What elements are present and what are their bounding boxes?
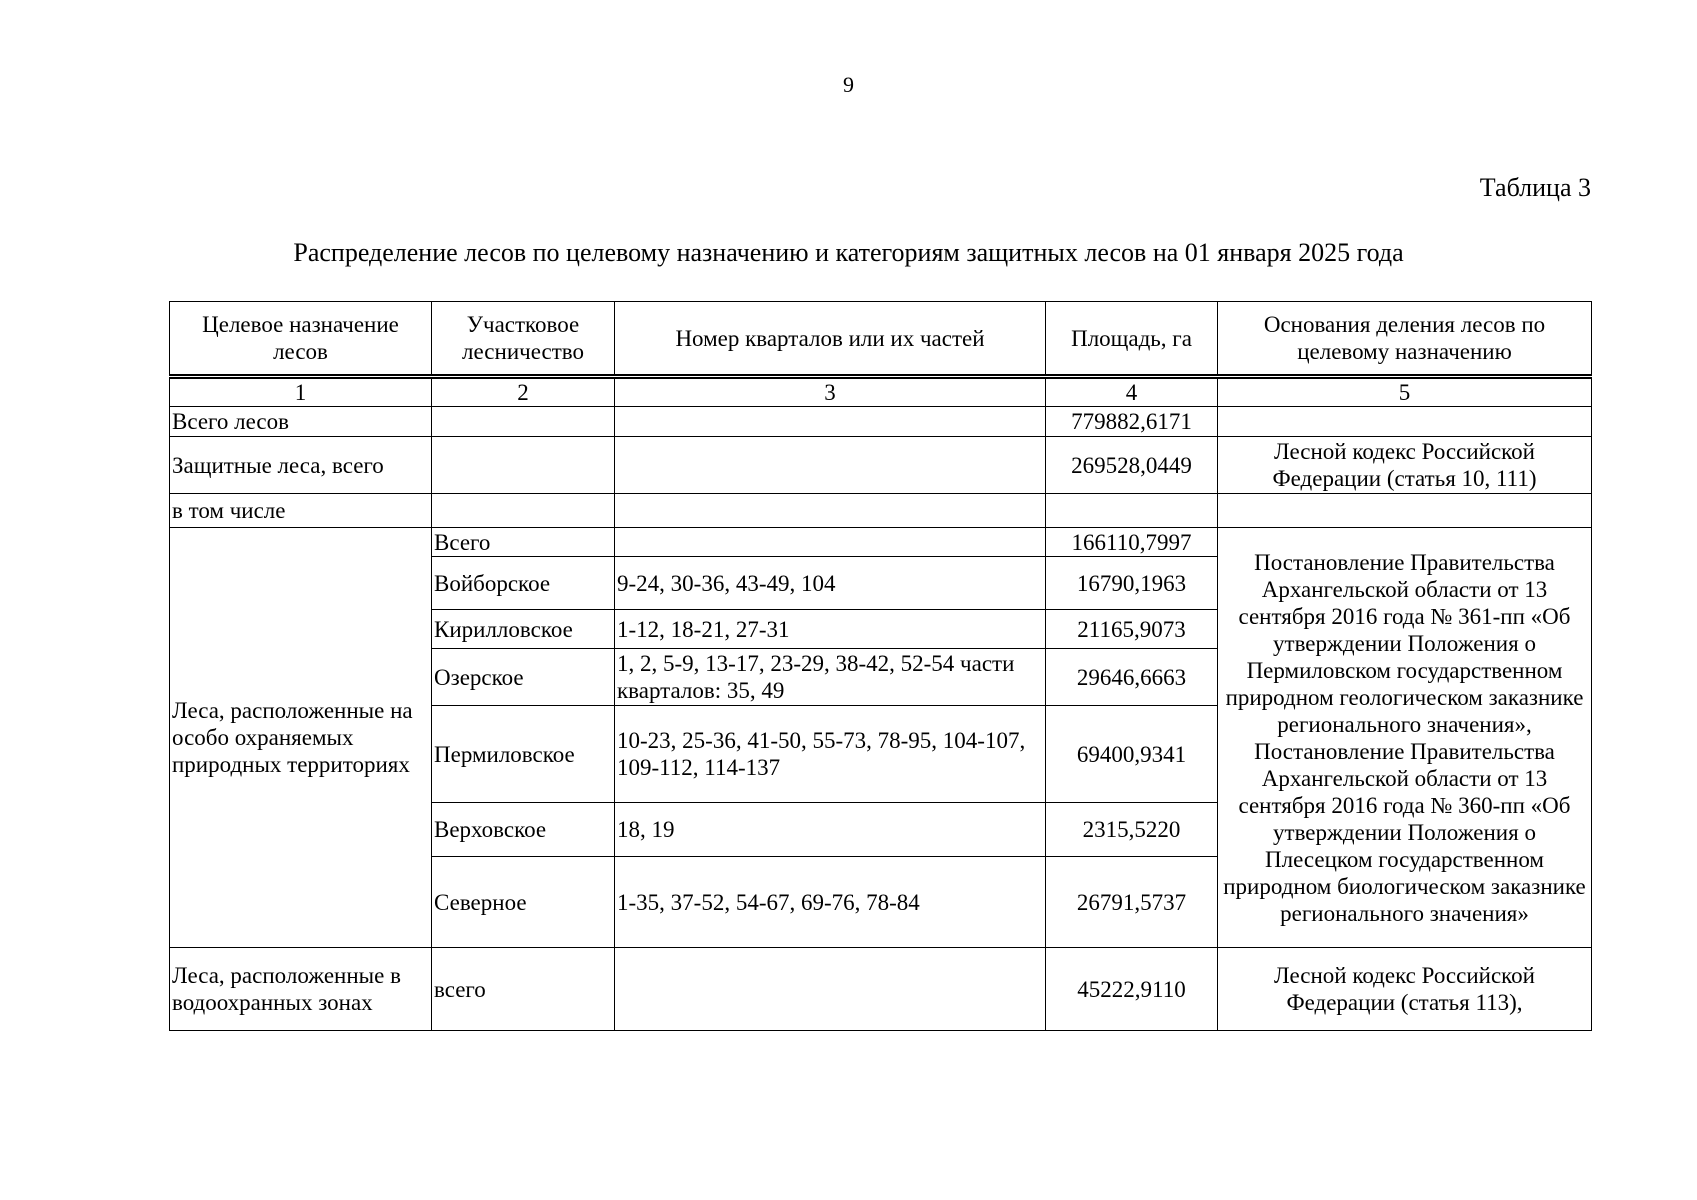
basis-cell: Лесной кодекс Российской Федерации (статья 113), [1218,948,1592,1031]
column-number: 4 [1046,377,1218,407]
column-number: 1 [170,377,432,407]
empty-cell [615,407,1046,437]
page-number: 9 [843,72,854,97]
quarters-cell: 10-23, 25-36, 41-50, 55-73, 78-95, 104-107, 109-112, 114-137 [615,706,1046,803]
forestry-cell: Кирилловское [432,610,615,649]
column-number: 3 [615,377,1046,407]
quarters-cell [615,528,1046,557]
forestry-cell: Озерское [432,649,615,706]
header-basis: Основания деления лесов по целевому назначению [1218,302,1592,377]
purpose-cell: Всего лесов [170,407,432,437]
header-forestry: Участковое лесничество [432,302,615,377]
forestry-cell: Верховское [432,803,615,857]
quarters-cell: 18, 19 [615,803,1046,857]
table-row [170,528,1592,557]
table-header-row [170,302,1592,377]
header-purpose: Целевое назначение лесов [170,302,432,377]
forestry-cell: Северное [432,857,615,948]
forest-distribution-table [169,301,1592,1031]
forestry-cell: всего [432,948,615,1031]
area-cell: 2315,5220 [1046,803,1218,857]
forestry-cell: Всего [432,528,615,557]
empty-cell [432,437,615,494]
header-area: Площадь, га [1046,302,1218,377]
forestry-cell: Пермиловское [432,706,615,803]
empty-cell [615,948,1046,1031]
table-row [170,948,1592,1031]
empty-cell [432,407,615,437]
area-cell: 779882,6171 [1046,407,1218,437]
table-row [170,437,1592,494]
quarters-cell: 1-35, 37-52, 54-67, 69-76, 78-84 [615,857,1046,948]
empty-cell [1218,407,1592,437]
empty-cell [1218,494,1592,528]
area-cell: 16790,1963 [1046,557,1218,610]
table-label: Таблица 3 [1479,173,1591,202]
empty-cell [615,437,1046,494]
area-cell: 69400,9341 [1046,706,1218,803]
purpose-cell: Леса, расположенные в водоохранных зонах [170,948,432,1031]
column-number: 2 [432,377,615,407]
purpose-cell: Леса, расположенные на особо охраняемых природных территориях [170,528,432,948]
column-number: 5 [1218,377,1592,407]
empty-cell [432,494,615,528]
area-cell: 26791,5737 [1046,857,1218,948]
area-cell: 21165,9073 [1046,610,1218,649]
header-quarters: Номер кварталов или их частей [615,302,1046,377]
area-cell: 166110,7997 [1046,528,1218,557]
area-cell: 45222,9110 [1046,948,1218,1031]
table-row [170,494,1592,528]
forestry-cell: Войборское [432,557,615,610]
quarters-cell: 1, 2, 5-9, 13-17, 23-29, 38-42, 52-54 части кварталов: 35, 49 [615,649,1046,706]
column-number-row [170,377,1592,407]
table-row [170,407,1592,437]
area-cell: 29646,6663 [1046,649,1218,706]
quarters-cell: 1-12, 18-21, 27-31 [615,610,1046,649]
basis-cell: Постановление Правительства Архангельской области от 13 сентября 2016 года № 361-пп «Об утверждении Положения о Пермиловском государственном природном геологическом заказнике регионального значения», Постановление Правительства Архангельской области от 13 сентября 2016 года № 360-пп «Об утверждении Положения о Плесецком государственном природном биологическом заказнике регионального значения» [1218,528,1592,948]
empty-cell [615,494,1046,528]
quarters-cell: 9-24, 30-36, 43-49, 104 [615,557,1046,610]
basis-cell: Лесной кодекс Российской Федерации (статья 10, 111) [1218,437,1592,494]
empty-cell [1046,494,1218,528]
purpose-cell: в том числе [170,494,432,528]
area-cell: 269528,0449 [1046,437,1218,494]
table-title: Распределение лесов по целевому назначению и категориям защитных лесов на 01 января 2025 года [293,238,1404,267]
purpose-cell: Защитные леса, всего [170,437,432,494]
